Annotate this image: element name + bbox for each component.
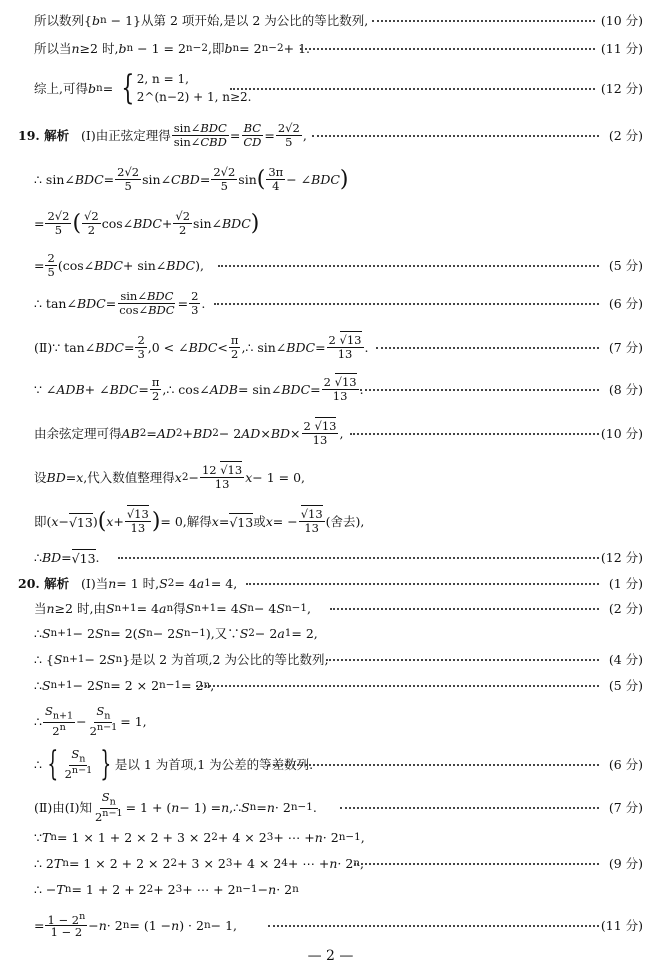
line-text: ∵ ∠ ADB + ∠ BDC = $\frac{\pi}{2}$ ,∴ cos∠ ADB = sin∠ BDC = $\frac{2 √13}{13}$ . bbox=[34, 375, 364, 403]
case-2: 2^(n−2) + 1, n≥2. bbox=[136, 90, 252, 104]
score-label: (4 分) bbox=[608, 652, 643, 667]
solution-line bbox=[0, 746, 661, 782]
solution-line bbox=[0, 908, 661, 942]
score-label: (5 分) bbox=[608, 258, 643, 273]
leader-dots bbox=[372, 20, 595, 22]
solution-line bbox=[0, 9, 661, 31]
line-text: 由余弦定理可得 AB 2 = AD 2 + BD 2 − 2 AD × BD × $\frac{2 √13}{13}$ , bbox=[34, 419, 344, 447]
solution-line bbox=[0, 504, 661, 538]
score-label: (2 分) bbox=[608, 601, 643, 616]
page-number: — 2 — bbox=[307, 948, 354, 964]
leader-dots bbox=[268, 925, 599, 927]
solution-line bbox=[0, 546, 661, 568]
leader-dots bbox=[354, 863, 599, 865]
solution-line bbox=[0, 118, 661, 152]
score-label: (12 分) bbox=[600, 550, 643, 565]
line-text: ∴ { S n+1 − 2 S n }是以 2 为首项,2 为公比的等比数列, bbox=[34, 651, 329, 667]
line-text: ∴ tan∠ BDC = $\frac{\text{sin∠BDC}}{\text{cos∠BDC}}$ = $\frac{2}{3}$ . bbox=[34, 289, 206, 317]
question-label: 20. 解析 bbox=[18, 576, 70, 591]
score-label: (7 分) bbox=[608, 800, 643, 815]
solution-line bbox=[0, 704, 661, 738]
leader-dots bbox=[330, 608, 599, 610]
leader-dots bbox=[350, 433, 599, 435]
line-text: = $\frac{2√2}{5}$ ( $\frac{√2}{2}$ cos∠ BDC + $\frac{√2}{2}$ sin∠ BDC ) bbox=[34, 209, 260, 237]
solution-line bbox=[0, 852, 661, 874]
line-text: ∴ 2 T n = 1 × 2 + 2 × 2 2 + 3 × 2 3 + 4 × 2 4 + ⋯ + n · 2 n , bbox=[34, 855, 364, 871]
score-label: (10 分) bbox=[600, 13, 643, 28]
line-text: ∴ − T n = 1 + 2 + 2 2 + 2 3 + ⋯ + 2 n−1 − n · 2 n bbox=[34, 881, 299, 897]
solution-line bbox=[0, 418, 661, 448]
question-label: 19. 解析 bbox=[18, 128, 70, 143]
solution-line bbox=[0, 826, 661, 848]
line-text: ∵ T n = 1 × 1 + 2 × 2 + 3 × 2 2 + 4 × 2 3 + ⋯ + n · 2 n−1 , bbox=[34, 829, 365, 845]
line-text: 所以数列{ b n − 1}从第 2 项开始,是以 2 为公比的等比数列, bbox=[34, 12, 369, 28]
line-text: (Ⅱ)由(Ⅰ)知 $\frac{S_n}{2^{n-1}}$ = 1 + ( n − 1) = n ,∴ S n = n · 2 n−1 . bbox=[34, 790, 317, 824]
line-text: ∴ BD = √13 . bbox=[34, 549, 100, 566]
score-label: (9 分) bbox=[608, 856, 643, 871]
solution-line bbox=[0, 250, 661, 280]
solution-line bbox=[0, 374, 661, 404]
line-text: 19. 解析 (Ⅰ)由正弦定理得 $\frac{\text{sin∠BDC}}{\text{sin∠CBD}}$ = $\frac{BC}{CD}$ = $\frac{2√2}{5}$ , bbox=[18, 121, 307, 149]
solution-line bbox=[0, 597, 661, 619]
line-text: ∴ $\frac{S_{n+1}}{2^n}$ − $\frac{S_n}{2^{n-1}}$ = 1, bbox=[34, 704, 147, 738]
line-text: 20. 解析 (Ⅰ)当 n = 1 时, S 2 = 4 a 1 = 4, bbox=[18, 575, 238, 591]
solution-line bbox=[0, 622, 661, 644]
leader-dots bbox=[300, 48, 595, 50]
line-text: ∴ S n+1 − 2 S n = 2 × 2 n−1 = 2 n , bbox=[34, 677, 215, 693]
line-text: 当 n ≥2 时,由 S n+1 = 4 a n 得 S n+1 = 4 S n − 4 S n−1 , bbox=[34, 600, 311, 616]
line-text: ∴ sin∠ BDC = $\frac{2√2}{5}$ sin∠ CBD = $\frac{2√2}{5}$ sin ( $\frac{3\pi}{4}$ − ∠ BDC ) bbox=[34, 165, 349, 193]
leader-dots bbox=[326, 659, 599, 661]
solution-line bbox=[0, 162, 661, 196]
leader-dots bbox=[218, 265, 599, 267]
leader-dots bbox=[360, 389, 599, 391]
leader-dots bbox=[268, 764, 599, 766]
score-label: (5 分) bbox=[608, 678, 643, 693]
solution-line bbox=[0, 674, 661, 696]
score-label: (6 分) bbox=[608, 757, 643, 772]
solution-line bbox=[0, 790, 661, 824]
line-text: 综上,可得 b n = { 2, n = 1, 2^(n−2) + 1, n≥2. bbox=[34, 68, 252, 108]
line-text: = $\frac{2}{5}$ (cos∠ BDC + sin∠ BDC ), bbox=[34, 251, 204, 279]
leader-dots bbox=[214, 303, 599, 305]
score-label: (12 分) bbox=[600, 81, 643, 96]
solution-line bbox=[0, 462, 661, 492]
solution-line bbox=[0, 288, 661, 318]
case-1: 2, n = 1, bbox=[136, 72, 189, 86]
solution-line bbox=[0, 648, 661, 670]
line-text: ∴ S n+1 − 2 S n = 2( S n − 2 S n−1 ),又∵ S 2 − 2 a 1 = 2, bbox=[34, 625, 318, 641]
solution-line bbox=[0, 878, 661, 900]
line-text: 即( x − √13 ) ( x + $\frac{√13}{13}$ ) = 0,解得 x = √13 或 x = − $\frac{√13}{13}$ (舍去), bbox=[34, 507, 365, 535]
score-label: (1 分) bbox=[608, 576, 643, 591]
leader-dots bbox=[230, 88, 595, 90]
solution-line bbox=[0, 37, 661, 59]
score-label: (11 分) bbox=[600, 918, 643, 933]
score-label: (7 分) bbox=[608, 340, 643, 355]
line-text: 设 BD = x ,代入数值整理得 x 2 − $\frac{12 √13}{13}$ x − 1 = 0, bbox=[34, 463, 306, 491]
score-label: (8 分) bbox=[608, 382, 643, 397]
leader-dots bbox=[376, 347, 599, 349]
solution-line bbox=[0, 68, 661, 108]
line-text: (Ⅱ)∵ tan∠ BDC = $\frac{2}{3}$ ,0 < ∠ BDC < $\frac{\pi}{2}$ ,∴ sin∠ BDC = $\frac{2 √13}{13}$ . bbox=[34, 333, 369, 361]
leader-dots bbox=[196, 685, 599, 687]
line-text: 所以当 n ≥2 时, b n − 1 = 2 n−2 ,即 b n = 2 n−2 + 1. bbox=[34, 40, 310, 56]
leader-dots bbox=[246, 583, 599, 585]
score-label: (11 分) bbox=[600, 41, 643, 56]
line-text: = $\frac{1 - 2^n}{1 - 2}$ − n · 2 n = (1 − n ) · 2 n − 1, bbox=[34, 910, 238, 940]
solution-line bbox=[0, 572, 661, 594]
solution-line bbox=[0, 332, 661, 362]
leader-dots bbox=[312, 135, 599, 137]
score-label: (2 分) bbox=[608, 128, 643, 143]
leader-dots bbox=[340, 807, 599, 809]
leader-dots bbox=[118, 557, 599, 559]
score-label: (6 分) bbox=[608, 296, 643, 311]
line-text: ∴ { $\frac{S_n}{2^{n-1}}$ } 是以 1 为首项,1 为公差的等差数列. bbox=[34, 744, 314, 784]
score-label: (10 分) bbox=[600, 426, 643, 441]
solution-line bbox=[0, 206, 661, 240]
